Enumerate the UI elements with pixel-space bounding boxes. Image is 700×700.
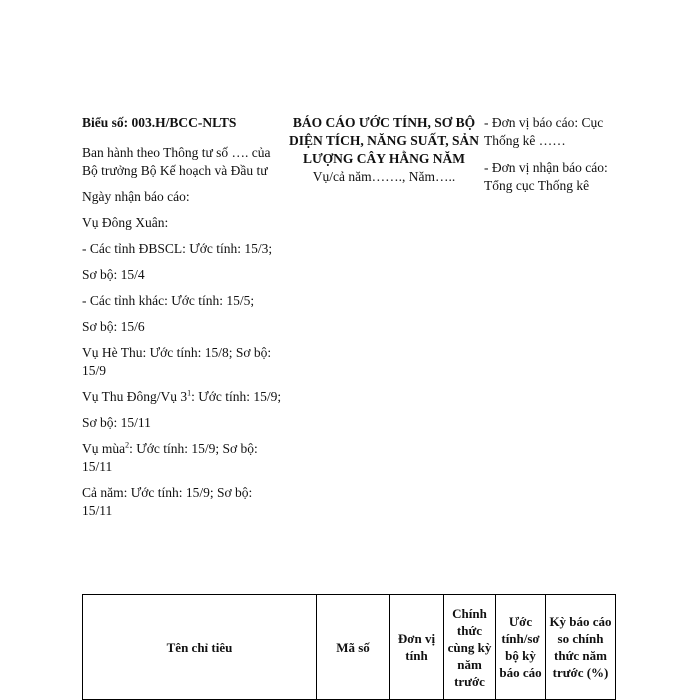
received-date-label: Ngày nhận báo cáo: (82, 189, 190, 204)
schedule-line: Sơ bộ: 15/11 (82, 415, 151, 430)
column-header: Đơn vị tính (390, 595, 444, 700)
schedule-line: Cả năm: Ước tính: 15/9; Sơ bộ: 15/11 (82, 485, 253, 518)
reporting-unit: - Đơn vị báo cáo: Cục Thống kê …… (484, 115, 604, 148)
form-code: Biểu số: 003.H/BCC-NLTS (82, 115, 237, 130)
column-header: Mã số (317, 595, 390, 700)
column-header: Ước tính/sơ bộ kỳ báo cáo (496, 595, 546, 700)
schedule-line: Sơ bộ: 15/4 (82, 267, 145, 282)
column-header: Chính thức cùng kỳ năm trước (444, 595, 496, 700)
issued-by-text: Ban hành theo Thông tư số …. của Bộ trưởng Bộ Kế hoạch và Đầu tư (82, 145, 271, 178)
report-subtitle: Vụ/cả năm……., Năm….. (312, 169, 456, 184)
column-header: Kỳ báo cáo so chính thức năm trước (%) (546, 595, 616, 700)
schedule-line: - Các tỉnh ĐBSCL: Ước tính: 15/3; (82, 241, 273, 256)
units-column (484, 114, 624, 204)
schedule-line: Vụ Thu Đông/Vụ $3^1$: Ước tính: 15/9; (82, 388, 282, 404)
receiving-unit: - Đơn vị nhận báo cáo: Tổng cục Thống kê (484, 160, 608, 193)
schedule-line: Vụ Hè Thu: Ước tính: 15/8; Sơ bộ: 15/9 (82, 345, 272, 378)
column-header: Tên chỉ tiêu (83, 595, 317, 700)
schedule-line: Sơ bộ: 15/6 (82, 319, 145, 334)
report-table (82, 594, 616, 700)
form-info-column (82, 114, 282, 528)
footnote-marker: 2 (125, 440, 130, 450)
schedule-line: - Các tỉnh khác: Ước tính: 15/5; (82, 293, 255, 308)
table-header-row (83, 595, 616, 700)
report-title: BÁO CÁO ƯỚC TÍNH, SƠ BỘ DIỆN TÍCH, NĂNG SUẤT, SẢN LƯỢNG CÂY HẰNG NĂM (288, 115, 480, 166)
report-title-column (284, 114, 484, 186)
footnote-marker: 1 (187, 388, 192, 398)
schedule-line: Vụ mùa$^2$: Ước tính: 15/9; Sơ bộ: 15/11 (82, 440, 258, 474)
schedule-line: Vụ Đông Xuân: (82, 215, 169, 230)
